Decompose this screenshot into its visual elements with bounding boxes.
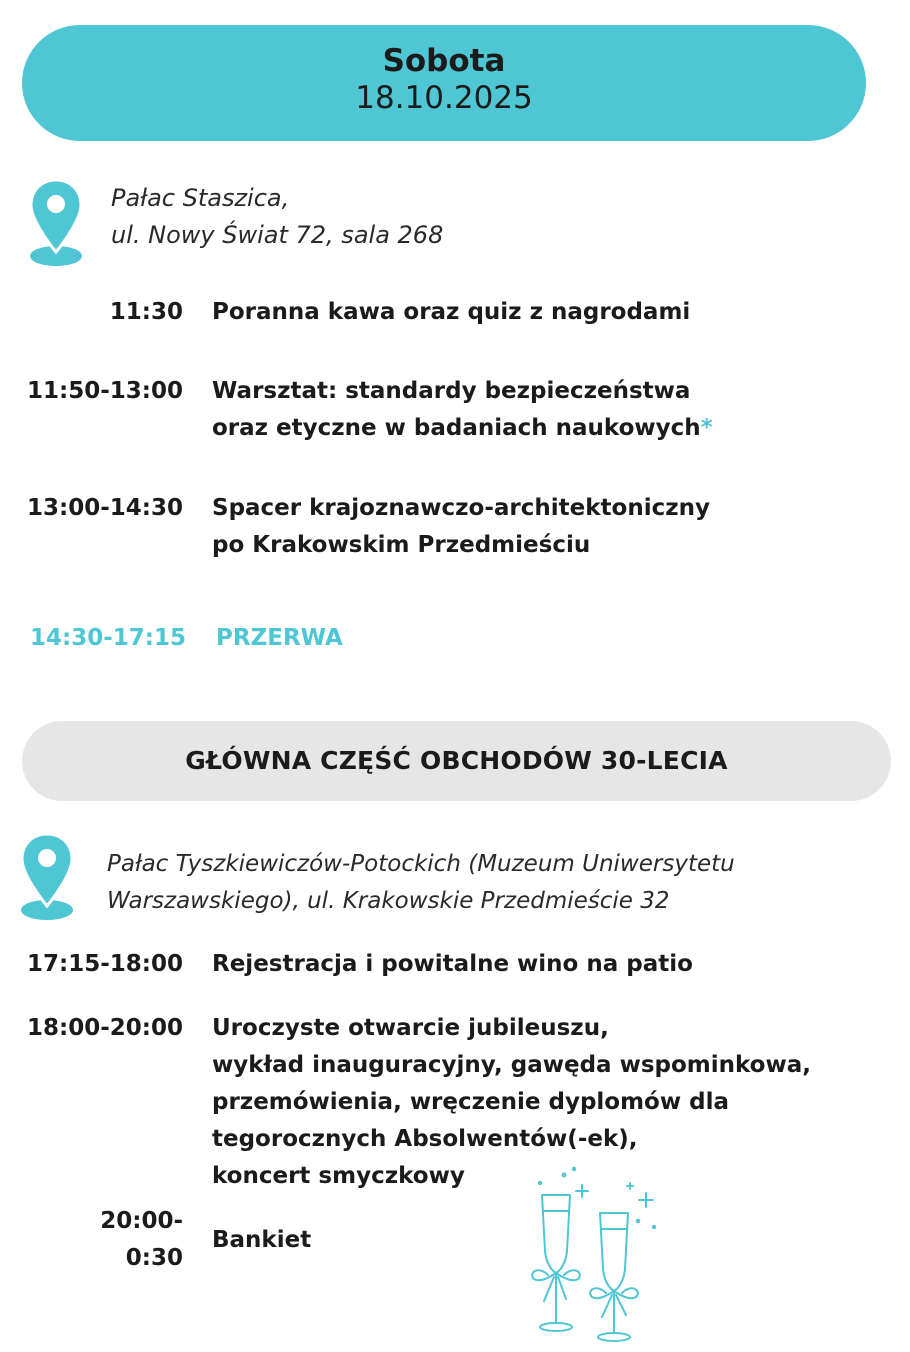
title-line: koncert smyczkowy	[212, 1163, 465, 1189]
event-title	[212, 373, 713, 447]
title-line: tegorocznych Absolwentów(-ek),	[212, 1126, 638, 1152]
venue-line: Pałac Tyszkiewiczów-Potockich (Muzeum Uniwersytetu	[107, 851, 735, 877]
break-title	[216, 620, 343, 657]
title-line: Uroczyste otwarcie jubileuszu,	[212, 1015, 609, 1041]
title-line: Spacer krajoznawczo-architektoniczny	[212, 495, 710, 521]
title-text: oraz etyczne w badaniach naukowych	[212, 415, 701, 441]
event-time: 18:00-20:00	[27, 1015, 183, 1041]
event-time	[0, 1203, 183, 1277]
map-pin-icon	[19, 832, 75, 922]
title-line	[212, 410, 713, 447]
event-title	[212, 1010, 811, 1195]
section-banner: GŁÓWNA CZĘŚĆ OBCHODÓW 30-LECIA	[22, 721, 891, 801]
title-line: po Krakowskim Przedmieściu	[212, 532, 591, 558]
event-time: 11:50-13:00	[27, 378, 183, 404]
day-name: Sobota	[382, 43, 506, 79]
venue-line: ul. Nowy Świat 72, sala 268	[111, 221, 444, 249]
title-line: Bankiet	[212, 1227, 312, 1253]
event-title	[212, 1222, 311, 1259]
map-pin-icon	[28, 178, 84, 268]
title-line: Warsztat: standardy bezpieczeństwa	[212, 378, 691, 404]
event-time: 17:15-18:00	[27, 951, 183, 977]
title-line: Rejestracja i powitalne wino na patio	[212, 951, 693, 977]
day-date: 18.10.2025	[355, 80, 533, 116]
asterisk-note: *	[700, 415, 713, 441]
time-line: 0:30	[125, 1245, 183, 1271]
venue-address-1	[111, 180, 443, 254]
day-header	[22, 25, 866, 141]
venue-address-2	[107, 846, 735, 920]
event-title	[212, 490, 710, 564]
event-title	[212, 946, 693, 983]
venue-line: Warszawskiego), ul. Krakowskie Przedmieście 32	[107, 888, 670, 914]
time-line: 20:00-	[100, 1208, 183, 1234]
break-time: 14:30-17:15	[30, 625, 186, 651]
champagne-glasses-icon	[520, 1163, 662, 1343]
title-line: wykład inauguracyjny, gawęda wspominkowa,	[212, 1052, 811, 1078]
title-line: przemówienia, wręczenie dyplomów dla	[212, 1089, 729, 1115]
event-time: 13:00-14:30	[27, 495, 183, 521]
event-title	[212, 294, 690, 331]
venue-line: Pałac Staszica,	[111, 184, 290, 212]
title-line: PRZERWA	[216, 625, 343, 651]
event-time: 11:30	[109, 299, 183, 325]
title-line: Poranna kawa oraz quiz z nagrodami	[212, 299, 691, 325]
